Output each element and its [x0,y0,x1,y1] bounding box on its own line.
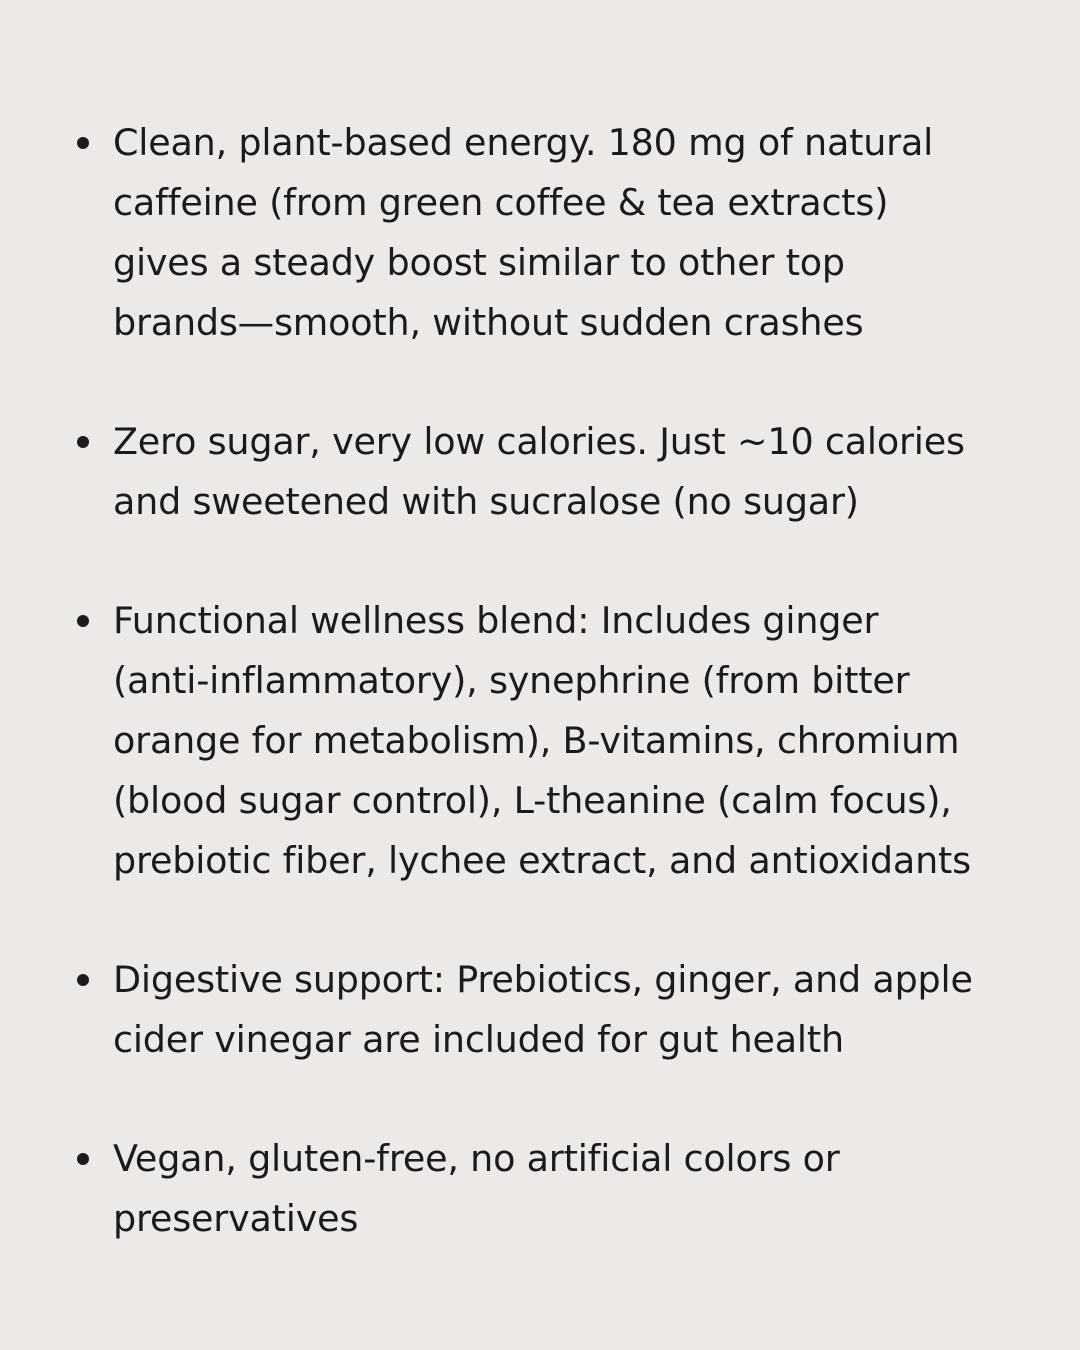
list-item [72,591,1062,891]
list-item [72,412,1062,532]
list-item [72,1129,1062,1249]
bullet-text-digestive: Digestive support: Prebiotics, ginger, and apple cider vinegar are included for gut health [113,958,973,1061]
bullet-icon [77,436,89,448]
bullet-text-wellness-blend: Functional wellness blend: Includes ginger (anti-inflammatory), synephrine (from bitter orange for metabolism), B-vitamins, chromium (blood sugar control), L-theanine (calm focus), prebiotic fiber, lychee extract, and antioxidants [113,599,971,882]
bullet-icon [77,615,89,627]
benefits-list [72,113,1062,1308]
bullet-text-sugar: Zero sugar, very low calories. Just ~10 calories and sweetened with sucralose (no sugar) [113,420,965,523]
bullet-icon [77,1153,89,1165]
list-item [72,950,1062,1070]
bullet-icon [77,137,89,149]
bullet-text-energy: Clean, plant-based energy. 180 mg of natural caffeine (from green coffee & tea extracts) gives a steady boost similar to other top brands—smooth, without sudden crashes [113,121,934,344]
bullet-icon [77,974,89,986]
bullet-text-vegan: Vegan, gluten-free, no artificial colors or preservatives [113,1137,840,1240]
list-item [72,113,1062,353]
